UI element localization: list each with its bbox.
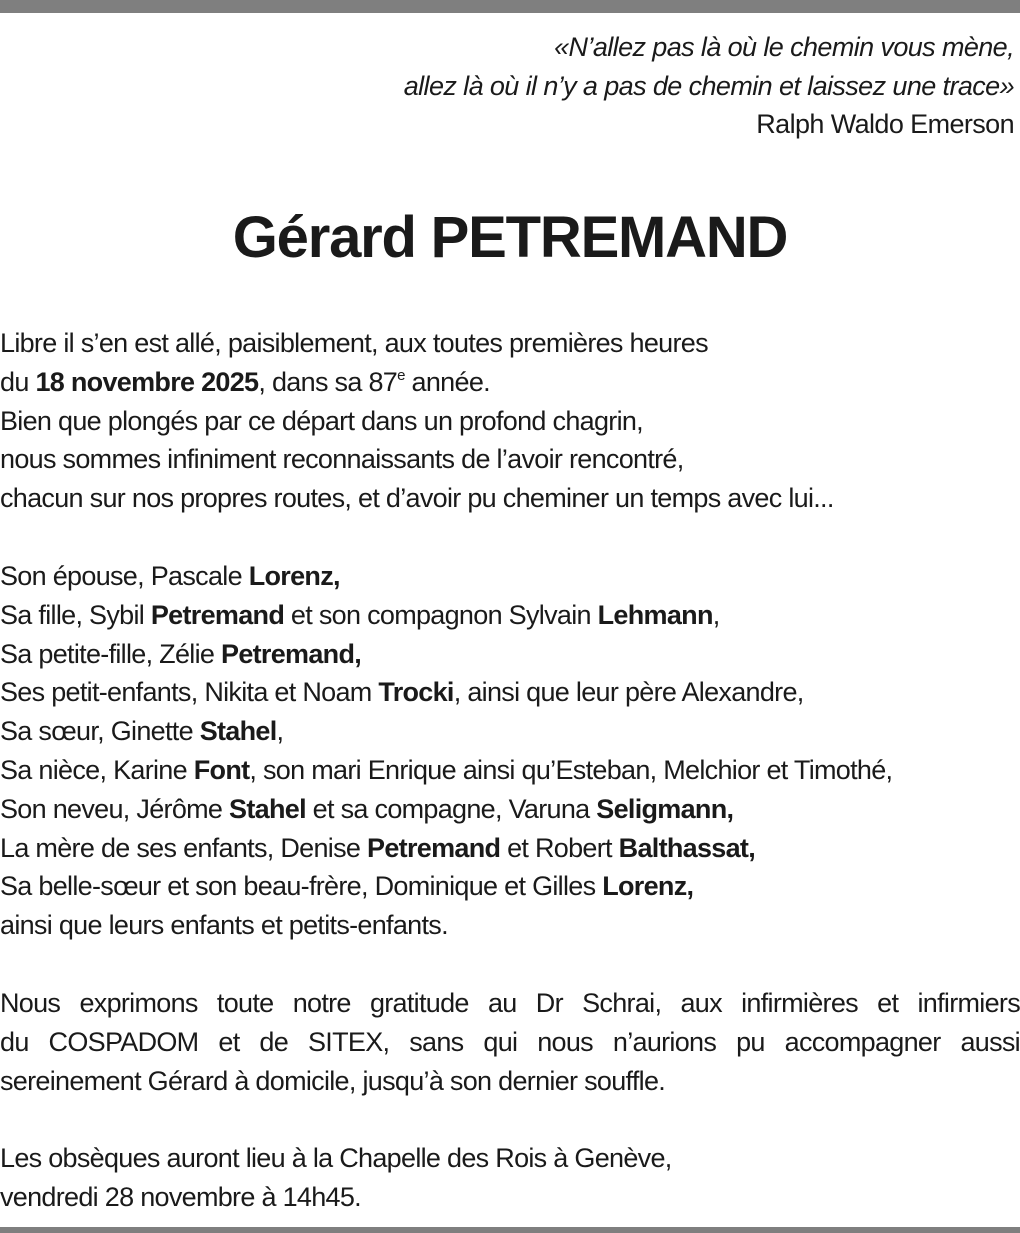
family-text: La mère de ses enfants, Denise — [0, 832, 368, 863]
death-date: 18 novembre 2025 — [35, 366, 259, 397]
intro-paragraph — [0, 324, 1020, 518]
quote-author: Ralph Waldo Emerson — [756, 109, 1014, 139]
intro-line-2 — [0, 363, 1020, 402]
intro-line-1: Libre il s’en est allé, paisiblement, aux toutes premières heures — [0, 328, 708, 358]
family-line — [0, 635, 1020, 674]
family-text: , son mari Enrique ainsi qu’Esteban, Melchior et Timothé, — [249, 754, 893, 785]
family-surname: Petremand — [150, 599, 285, 630]
family-text: Sa fille, Sybil — [0, 599, 151, 630]
family-text: ainsi que leurs enfants et petits-enfants. — [0, 910, 448, 941]
intro-text: année. — [404, 366, 490, 397]
epigraph-quote — [404, 28, 1014, 144]
family-text: et sa compagne, Varuna — [305, 793, 597, 824]
intro-text: du — [0, 366, 36, 397]
family-line — [0, 790, 1020, 829]
intro-text: , dans sa 87 — [258, 366, 398, 397]
family-text: Son épouse, Pascale — [0, 561, 249, 591]
top-rule — [0, 0, 1020, 13]
family-surname: Lorenz, — [248, 561, 340, 591]
family-surname: Balthassat, — [618, 832, 756, 863]
family-surname: Petremand, — [221, 638, 362, 669]
family-text: , — [712, 599, 720, 630]
bottom-rule — [0, 1227, 1020, 1233]
family-surname: Seligmann, — [596, 793, 734, 824]
family-text: Sa belle-sœur et son beau-frère, Dominique et Gilles — [0, 871, 603, 902]
family-text: Sa nièce, Karine — [0, 754, 194, 785]
family-list — [0, 557, 1020, 945]
family-line — [0, 751, 1020, 790]
family-surname: Lehmann — [597, 599, 713, 630]
family-line — [0, 829, 1020, 868]
family-line — [0, 867, 1020, 906]
family-surname: Stahel — [229, 793, 306, 824]
family-surname: Lorenz, — [602, 871, 694, 902]
family-surname: Trocki — [378, 677, 454, 708]
family-line — [0, 712, 1020, 751]
gratitude-line-3: sereinement Gérard à domicile, jusqu’à son dernier souffle. — [0, 1065, 666, 1096]
deceased-name: Gérard PETREMAND — [232, 205, 788, 270]
family-surname: Font — [193, 754, 250, 785]
quote-line-2: allez là où il n’y a pas de chemin et laissez une trace» — [403, 70, 1014, 101]
family-line — [0, 557, 1020, 596]
family-line — [0, 596, 1020, 635]
family-text: Ses petit-enfants, Nikita et Noam — [0, 677, 379, 708]
gratitude-paragraph — [0, 984, 1020, 1100]
family-surname: Stahel — [199, 716, 277, 747]
family-text: Sa petite-fille, Zélie — [0, 638, 222, 669]
funeral-line-1: Les obsèques auront lieu à la Chapelle des Rois à Genève, — [0, 1143, 672, 1173]
family-text: , ainsi que leur père Alexandre, — [453, 677, 804, 708]
family-text: et Robert — [500, 832, 619, 863]
family-surname: Petremand — [367, 832, 501, 863]
family-text: Sa sœur, Ginette — [0, 716, 200, 747]
gratitude-line-1: Nous exprimons toute notre gratitude au Dr Schrai, aux infirmières et infirmiers — [0, 988, 1020, 1018]
family-line — [0, 673, 1020, 712]
funeral-line-2: vendredi 28 novembre à 14h45. — [0, 1181, 361, 1212]
intro-line-3: Bien que plongés par ce départ dans un profond chagrin, — [0, 405, 643, 436]
ordinal-suffix: e — [397, 366, 405, 384]
quote-line-1: «N’allez pas là où le chemin vous mène, — [554, 32, 1014, 62]
funeral-paragraph — [0, 1139, 1020, 1217]
family-text: et son compagnon Sylvain — [284, 599, 598, 630]
intro-line-4: nous sommes infiniment reconnaissants de l’avoir rencontré, — [0, 444, 684, 475]
family-line — [0, 906, 1020, 945]
gratitude-line-2: du COSPADOM et de SITEX, sans qui nous n’aurions pu accompagner aussi — [0, 1026, 1020, 1057]
intro-line-5: chacun sur nos propres routes, et d’avoir pu cheminer un temps avec lui... — [0, 483, 834, 514]
family-text: Son neveu, Jérôme — [0, 793, 230, 824]
family-text: , — [276, 716, 284, 747]
